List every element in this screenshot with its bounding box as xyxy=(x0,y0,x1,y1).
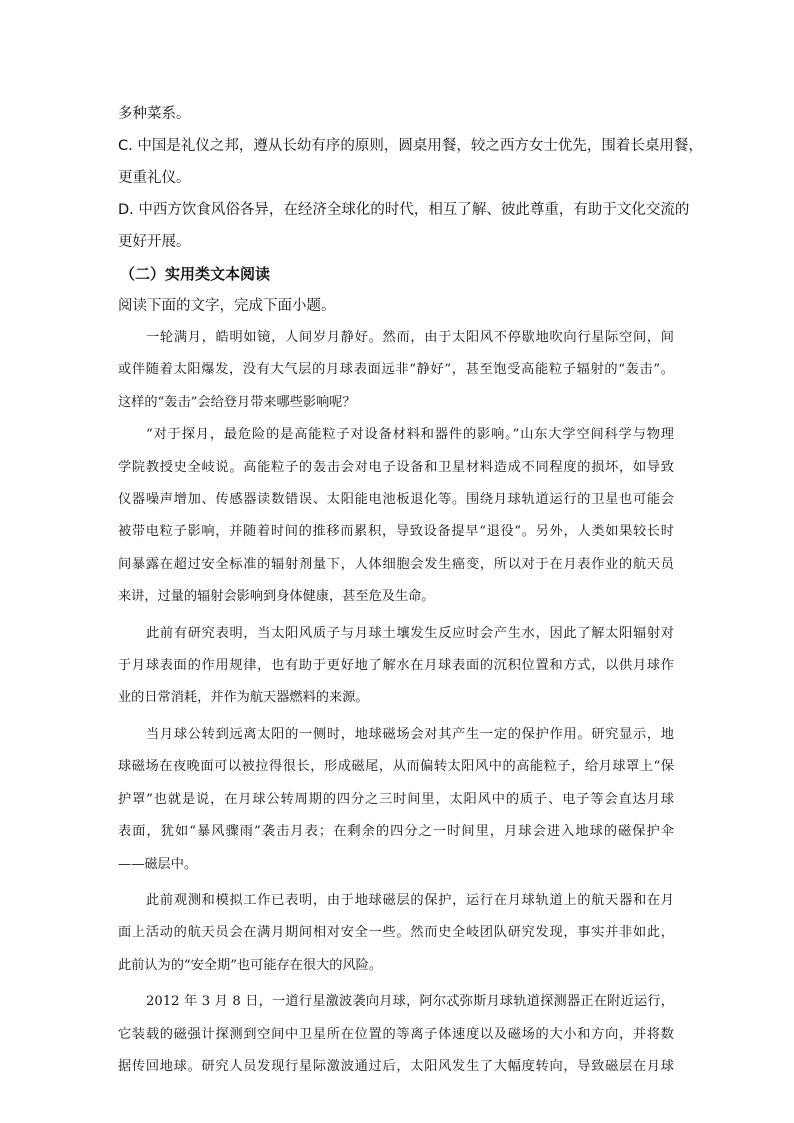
passage-paragraph xyxy=(118,322,674,419)
paragraph-line: 此前观测和模拟工作已表明，由于地球磁层的保护，运行在月球轨道上的航天器和在月 xyxy=(146,892,674,908)
option-c-line-1: C. 中国是礼仪之邦，遵从长幼有序的原则，圆桌用餐，较之西方女士优先，围着长桌用餐， xyxy=(118,138,703,154)
paragraph-line: 来讲，过量的辐射会影响到身体健康，甚至危及生命。 xyxy=(118,589,435,605)
option-d-line-2: 更好开展。 xyxy=(118,234,191,250)
option-d-line-1: D. 中西方饮食风俗各异，在经济全球化的时代，相互了解、彼此尊重，有助于文化交流的 xyxy=(118,202,690,218)
section-title: （二）实用类文本阅读 xyxy=(120,265,271,283)
passage xyxy=(118,322,674,1083)
paragraph-line: 或伴随着太阳爆发，没有大气层的月球表面远非“静好”，甚至饱受高能粒子辐射的“轰击”。 xyxy=(118,362,674,378)
passage-paragraph xyxy=(118,885,674,982)
paragraph-line: 2012 年 3 月 8 日，一道行星激波袭向月球，阿尔忒弥斯月球轨道探测器正在附近运行， xyxy=(146,994,674,1010)
paragraph-line: 它装载的磁强计探测到空间中卫星所在位置的等离子体速度以及磁场的大小和方向，并将数 xyxy=(118,1026,674,1042)
paragraph-line: 被带电粒子影响，并随着时间的推移而累积，导致设备提早“退役”。另外，人类如果较长时 xyxy=(118,524,674,540)
paragraph-line: 据传回地球。研究人员发现行星际激波通过后，太阳风发生了大幅度转向，导致磁层在月球 xyxy=(118,1058,674,1074)
document-page xyxy=(118,98,703,1083)
paragraph-line: 此前认为的“安全期”也可能存在很大的风险。 xyxy=(118,957,383,973)
paragraph-line: 此前有研究表明，当太阳风质子与月球土壤发生反应时会产生水，因此了解太阳辐射对 xyxy=(146,625,674,641)
paragraph-line: 仪器噪声增加、传感器读数错误、太阳能电池板退化等。围绕月球轨道运行的卫星也可能会 xyxy=(118,492,674,508)
paragraph-line: 当月球公转到远离太阳的一侧时，地球磁场会对其产生一定的保护作用。研究显示，地 xyxy=(146,726,674,742)
paragraph-line: 业的日常消耗，并作为航天器燃料的来源。 xyxy=(118,690,369,706)
paragraph-line: 学院教授史全岐说。高能粒子的轰击会对电子设备和卫星材料造成不同程度的损坏，如导致 xyxy=(118,459,674,475)
paragraph-line: ——磁层中。 xyxy=(118,856,198,872)
paragraph-line: 护罩”也就是说，在月球公转周期的四分之三时间里，太阳风中的质子、电子等会直达月球 xyxy=(118,791,674,807)
passage-paragraph xyxy=(118,719,674,881)
passage-paragraph xyxy=(118,618,674,715)
paragraph-line: 于月球表面的作用规律，也有助于更好地了解水在月球表面的沉积位置和方式，以供月球作 xyxy=(118,658,674,674)
paragraph-line: 表面，犹如“暴风骤雨”袭击月表；在剩余的四分之一时间里，月球会进入地球的磁保护伞 xyxy=(118,824,674,840)
passage-paragraph xyxy=(118,986,674,1083)
paragraph-line: 面上活动的航天员会在满月期间相对安全一些。然而史全岐团队研究发现，事实并非如此， xyxy=(118,925,674,941)
option-c-line-2: 更重礼仪。 xyxy=(118,170,191,186)
paragraph-line: 一轮满月，皓明如镜，人间岁月静好。然而，由于太阳风不停歇地吹向行星际空间，间 xyxy=(146,330,674,345)
instruction: 阅读下面的文字，完成下面小题。 xyxy=(118,298,336,314)
paragraph-line: 这样的“轰击”会给登月带来哪些影响呢？ xyxy=(118,394,356,410)
passage-paragraph xyxy=(118,419,674,613)
paragraph-line: “对于探月，最危险的是高能粒子对设备材料和器件的影响。”山东大学空间科学与物理 xyxy=(146,427,674,443)
paragraph-line: 间暴露在超过安全标准的辐射剂量下，人体细胞会发生癌变，所以对于在月表作业的航天员 xyxy=(118,556,674,572)
paragraph-line: 球磁场在夜晚面可以被拉得很长，形成磁尾，从而偏转太阳风中的高能粒子，给月球罩上“保 xyxy=(118,759,674,775)
option-b-tail: 多种菜系。 xyxy=(118,106,191,122)
